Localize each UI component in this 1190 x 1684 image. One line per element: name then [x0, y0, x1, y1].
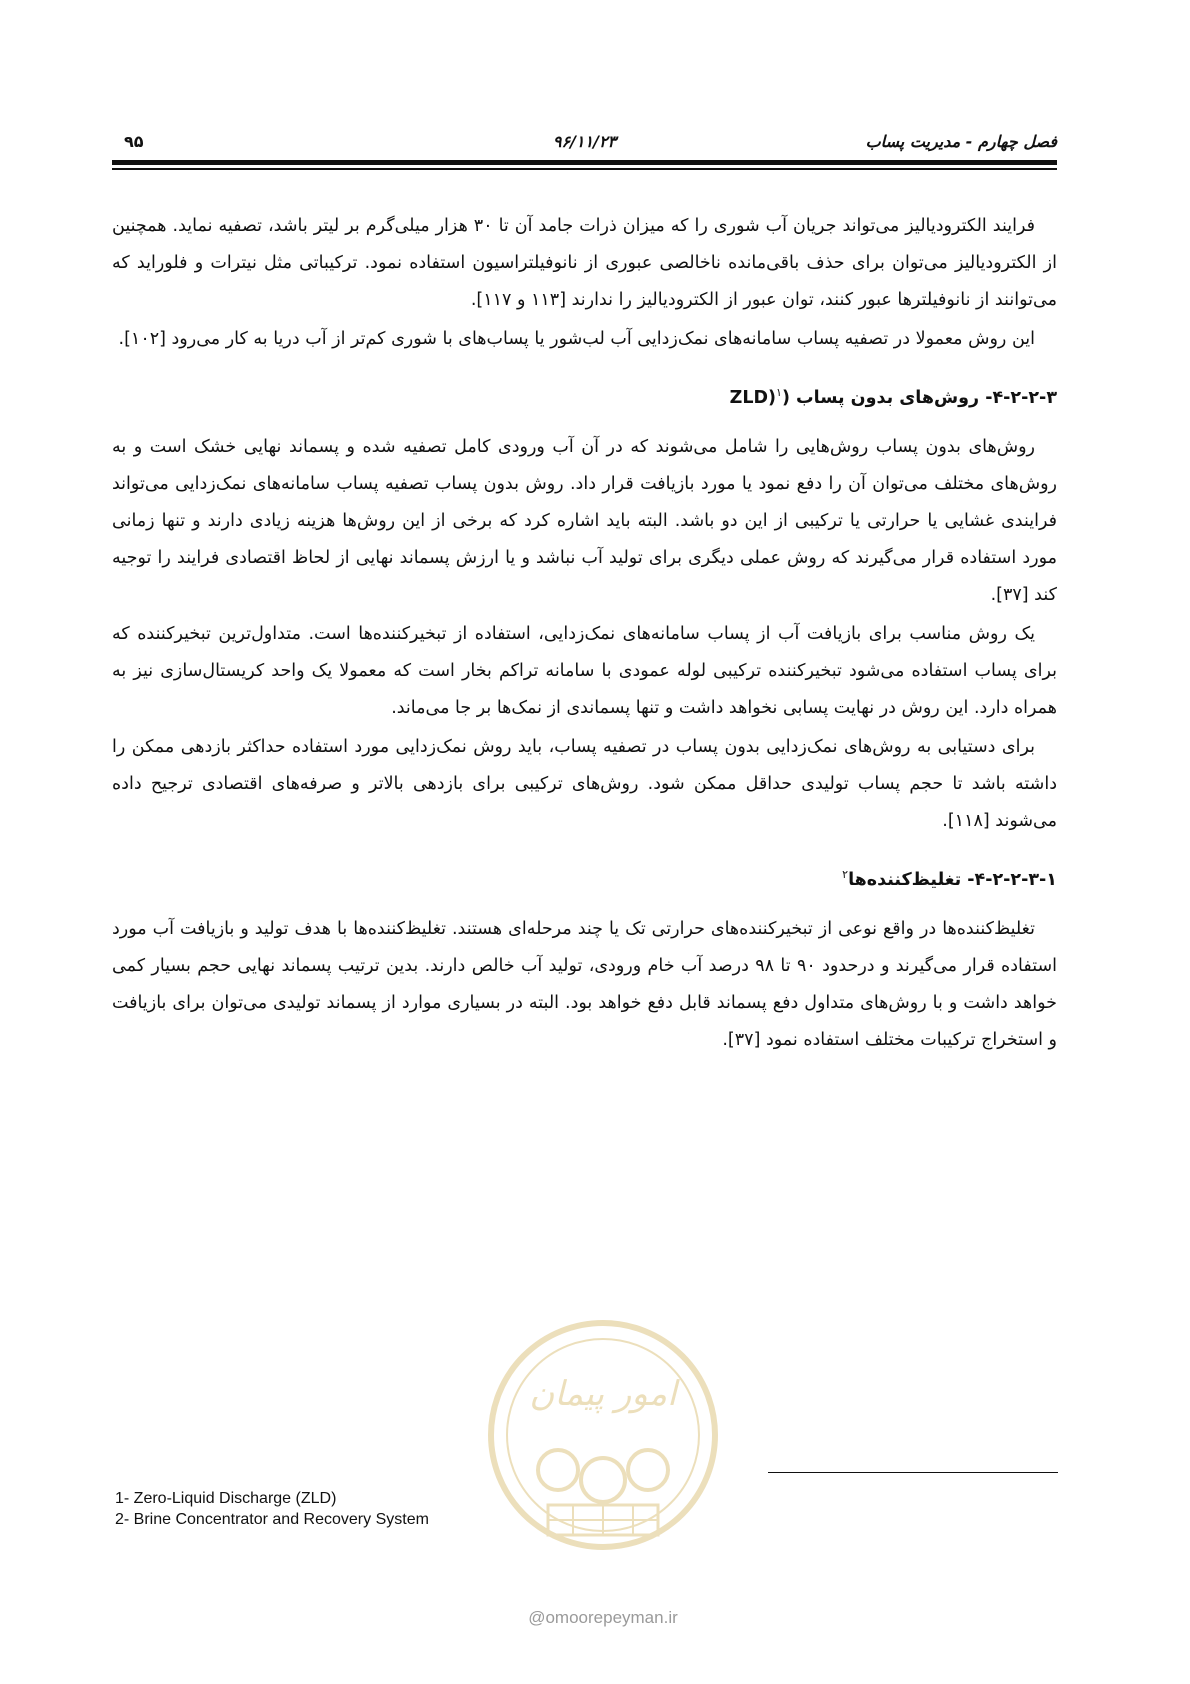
seal-text: امور پیمان [529, 1374, 677, 1414]
section-heading-zld [112, 376, 1057, 415]
section-heading-concentrators [112, 858, 1057, 897]
header-rule-thick [112, 160, 1057, 165]
footnote-2: 2- Brine Concentrator and Recovery System [115, 1511, 429, 1528]
page-number: ۹۵ [124, 132, 144, 151]
footnote-rule [768, 1472, 1058, 1473]
heading-zld-abbr: ZLD [729, 387, 769, 408]
footnote-ref-1: ۱ [776, 386, 782, 399]
footnotes [115, 1488, 429, 1530]
header-date: ۹۶/۱۱/۲۳ [552, 132, 617, 151]
heading-zld-text: ۴-۲-۲-۳- روش‌های بدون پساب ( [781, 387, 1057, 408]
seal-logo-watermark [478, 1310, 728, 1590]
page-header [112, 128, 1057, 156]
heading-concentrators-text: ۴-۲-۲-۳-۱- تغلیظ‌کننده‌ها [848, 869, 1057, 890]
paragraph-electrodialysis: فرایند الکترودیالیز می‌تواند جریان آب شوری را که میزان ذرات جامد آن تا ۳۰ هزار میلی‌گرم بر لیتر باشد، تصفیه نماید. همچنین از الکترودیالیز می‌توان برای حذف باقی‌مانده ناخالصی عبوری از نانوفیلتراسیون استفاده نمود. ترکیباتی مثل نیترات و فلوراید که می‌توانند از نانوفیلترها عبور کنند، توان عبور از الکترودیالیز را ندارند [۱۱۳ و ۱۱۷]. [112, 216, 1057, 310]
paragraph-evaporators: یک روش مناسب برای بازیافت آب از پساب سامانه‌های نمک‌زدایی، استفاده از تبخیرکننده‌ها است. متداول‌ترین تبخیرکننده که برای پساب استفاده می‌شود تبخیرکننده ترکیبی لوله عمودی با سامانه تراکم بخار است که معمولا یک واحد کریستال‌سازی نیز به همراه دارد. این روش در نهایت پسابی نخواهد داشت و تنها پسماندی از نمک‌ها بر جا می‌ماند. [112, 623, 1057, 718]
chapter-title: فصل چهارم - مدیریت پساب [865, 132, 1057, 151]
footnote-ref-2: ۲ [842, 867, 849, 881]
paragraph-max-efficiency: برای دستیابی به روش‌های نمک‌زدایی بدون پساب در تصفیه پساب، باید روش نمک‌زدایی مورد استفاده حداکثر بازدهی ممکن را داشته باشد تا حجم پساب تولیدی حداقل ممکن شود. روش‌های ترکیبی برای بازدهی بالاتر و صرفه‌های اقتصادی ترجیح داده می‌شوند [۱۱۸]. [112, 736, 1057, 831]
paragraph-brackish-usage: این روش معمولا در تصفیه پساب سامانه‌های نمک‌زدایی آب لب‌شور یا پساب‌های با شوری کم‌تر از آب دریا به کار می‌رود [۱۰۲]. [118, 329, 1035, 349]
body-text [112, 208, 1057, 1059]
heading-zld-close: ) [768, 387, 777, 408]
footnote-1: 1- Zero-Liquid Discharge (ZLD) [115, 1490, 337, 1507]
header-rule-thin [112, 168, 1057, 170]
site-watermark: @omoorepeyman.ir [528, 1608, 678, 1627]
paragraph-zld-definition: روش‌های بدون پساب روش‌هایی را شامل می‌شوند که در آن آب ورودی کامل تصفیه شده و پسماند نهایی خشک است و به روش‌های مختلف می‌توان آن را دفع نمود یا مورد بازیافت قرار داد. روش بدون پساب تصفیه پساب سامانه‌های نمک‌زدایی می‌تواند فرایندی غشایی یا حرارتی یا ترکیبی از این دو باشد. البته باید اشاره کرد که برخی از این روش‌ها هزینه زیادی دارند و تنها زمانی مورد استفاده قرار می‌گیرند که روش عملی دیگری برای تولید آب نباشد و یا ارزش پسماند نهایی از لحاظ اقتصادی فرایند را توجیه کند [۳۷]. [112, 436, 1057, 605]
paragraph-concentrators: تغلیظ‌کننده‌ها در واقع نوعی از تبخیرکننده‌های حرارتی تک یا چند مرحله‌ای هستند. تغلیظ‌کننده‌ها با هدف تولید و بازیافت آب مورد استفاده قرار می‌گیرند و درحدود ۹۰ تا ۹۸ درصد آب خام ورودی، تولید آب خالص دارند. بدین ترتیب پسماند نهایی حجم بسیار کمی خواهد داشت و با روش‌های متداول دفع پسماند قابل دفع خواهد بود. البته در بسیاری موارد از پسماند تولیدی می‌توان برای بازیافت و استخراج ترکیبات مختلف استفاده نمود [۳۷]. [112, 918, 1058, 1050]
